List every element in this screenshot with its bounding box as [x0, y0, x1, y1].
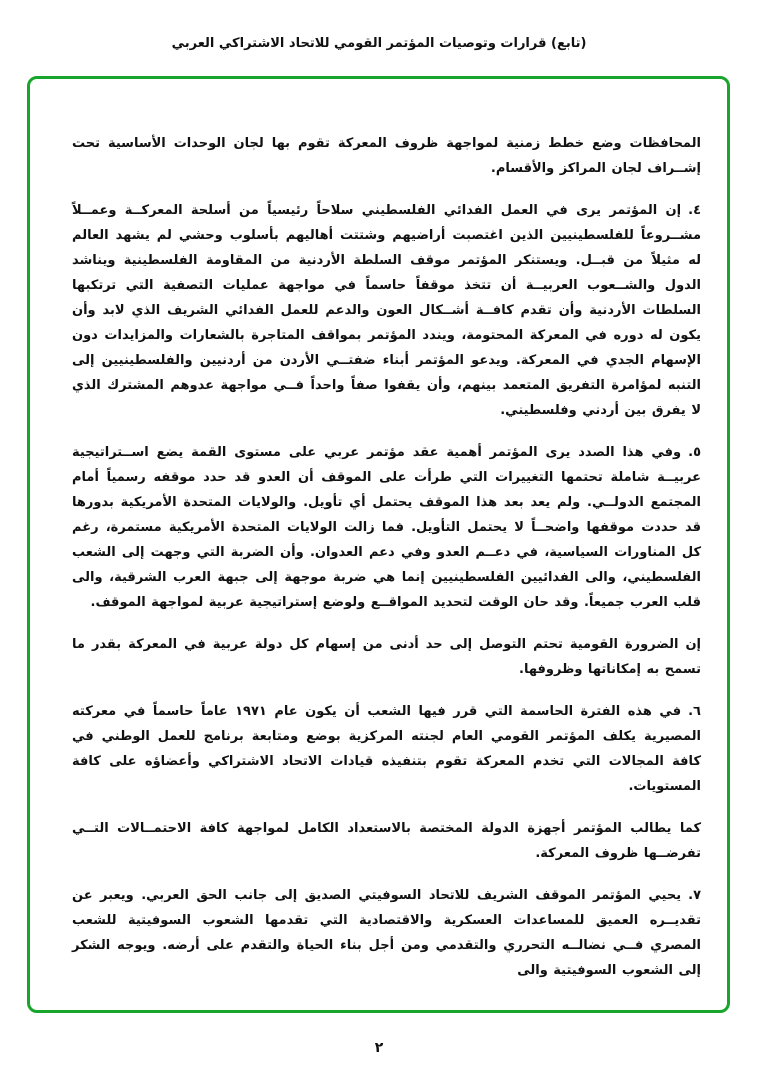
paragraph-note-2 [72, 816, 701, 866]
paragraph-number: ٤. [688, 203, 701, 218]
paragraph-text: المحافظات وضع خطط زمنية لمواجهة ظروف المعركة تقوم بها لجان الوحدات الأساسية تحت إشــراف لجان المراكز والأقسام. [72, 136, 701, 176]
paragraph-7 [72, 883, 701, 983]
paragraph-continuation [72, 131, 701, 181]
paragraph-text: إن الضرورة القومية تحتم التوصل إلى حد أدنى من إسهام كل دولة عربية في المعركة بقدر ما تسمح به إمكاناتها وظروفها. [72, 637, 701, 677]
paragraph-text: كما يطالب المؤتمر أجهزة الدولة المختصة بالاستعداد الكامل لمواجهة كافة الاحتمــالات التــي تفرضــها ظروف المعركة. [72, 821, 701, 861]
paragraph-text: إن المؤتمر يرى في العمل الفدائي الفلسطيني سلاحاً رئيسياً من أسلحة المعركــة وعمــلاً مشــروعاً للفلسطينيين الذين اغتصبت أراضيهم وشتتت أهاليهم بأسلوب وحشي لم يشهد العالم له مثيلاً من قبــل. ويستنكر المؤتمر موقف السلطة الأردنية من المقاومة الفلسطينية ويناشد الدول والشــعوب العربيــة أن تتخذ موقفاً حاسماً في مواجهة عمليات التصفية التي ترتكبها السلطات الأردنية وأن تقدم كافــة أشــكال العون والدعم للعمل الفدائي الشريف الذي لابد وأن يكون له دوره في المعركة المحتومة، ويندد المؤتمر بمواقف المتاجرة بالشعارات والمزايدات دون الإسهام الجدي في المعركة. ويدعو المؤتمر أبناء ضفتــي الأردن من أردنيين والفلسطينيين إلى التنبه لمؤامرة التفريق المتعمد بينهم، وأن يقفوا صفاً واحداً فــي مواجهة عدوهم المشترك الذي لا يفرق بين أردني وفلسطيني. [72, 203, 701, 418]
paragraph-text: في هذه الفترة الحاسمة التي قرر فيها الشعب أن يكون عام ١٩٧١ عاماً حاسماً في معركته المصيرية يكلف المؤتمر القومي العام لجنته المركزية بوضع ومتابعة برنامج للعمل الوطني في كافة المجالات التي تخدم المعركة تقوم بتنفيذه قيادات الاتحاد الاشتراكي وأعضاؤه على كافة المستويات. [72, 704, 701, 794]
paragraph-number: ٧. [688, 888, 701, 903]
content-border [27, 76, 730, 1013]
paragraph-number: ٦. [688, 704, 701, 719]
paragraph-text: وفي هذا الصدد يرى المؤتمر أهمية عقد مؤتمر عربي على مستوى القمة يضع اســتراتيجية عربيــة شاملة تحتمها التغييرات التي طرأت على الموقف أن العدو قد حدد موقفه رسمياً أمام المجتمع الدولــي. ولم يعد بعد هذا الموقف يحتمل أي تأويل. والولايات المتحدة الأمريكية بدورها قد حددت موقفها واضحــاً لا يحتمل التأويل. فما زالت الولايات المتحدة الأمريكية مستمرة، رغم كل المناورات السياسية، في دعــم العدو وفي دعم العدوان. وأن الضربة التي وجهت إلى الشعب الفلسطيني، والى الفدائيين الفلسطينيين إنما هي ضربة موجهة إلى جبهة العرب الشرقية، والى قلب العرب جميعاً. وقد حان الوقت لتحديد المواقــع ولوضع إستراتيجية عربية لمواجهة الموقف. [72, 445, 701, 610]
paragraph-4 [72, 198, 701, 423]
page-title: (تابع) قرارات وتوصيات المؤتمر القومي للاتحاد الاشتراكي العربي [171, 36, 587, 51]
paragraph-5 [72, 440, 701, 615]
paragraph-text: يحيي المؤتمر الموقف الشريف للاتحاد السوفيتي الصديق إلى جانب الحق العربي. ويعبر عن تقديــره العميق للمساعدات العسكرية والاقتصادية التي تقدمها الشعوب السوفيتية للشعب المصري فــي نضالــه التحرري والتقدمي ومن أجل بناء الحياة والتقدم على أرضه. ويوجه الشكر إلى الشعوب السوفيتية والى [72, 888, 701, 978]
paragraph-6 [72, 699, 701, 799]
paragraph-note-1 [72, 632, 701, 682]
page-number: ٢ [374, 1040, 384, 1056]
paragraph-number: ٥. [688, 445, 701, 460]
